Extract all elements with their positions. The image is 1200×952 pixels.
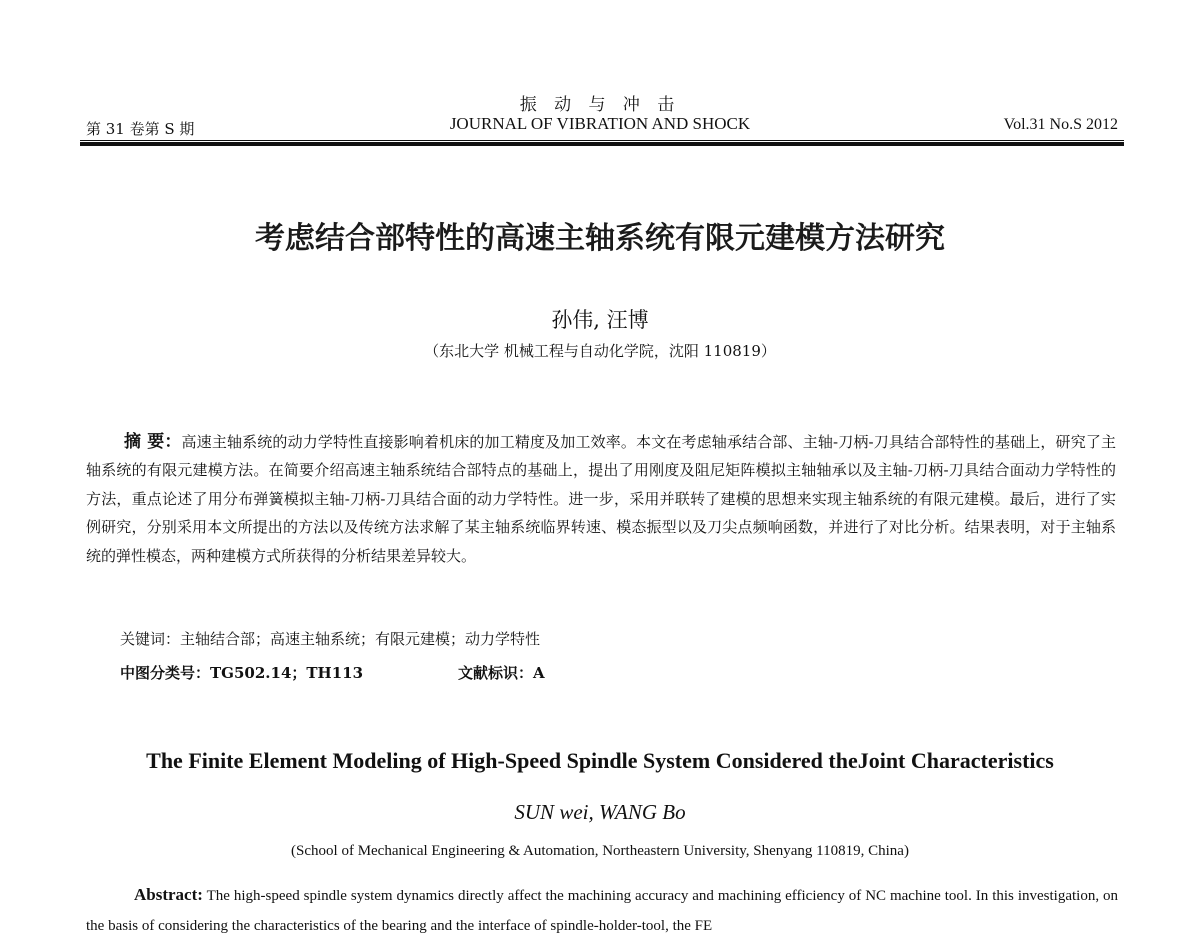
journal-name-cn: 振 动 与 冲 击: [519, 95, 681, 115]
header-rule-thick: [80, 142, 1124, 146]
header-rule-thin: [80, 140, 1124, 141]
affiliation-cn: （东北大学 机械工程与自动化学院，沈阳 110819）: [424, 342, 776, 360]
authors-en: SUN wei, WANG Bo: [514, 800, 686, 824]
keywords-cn: [120, 628, 540, 649]
keywords-label: 关键词：: [120, 630, 181, 648]
volume-issue-cn: 第 31 卷第 S 期: [86, 120, 195, 138]
document-code-value: A: [533, 664, 545, 682]
paper-title-cn: 考虑结合部特性的高速主轴系统有限元建模方法研究: [255, 221, 945, 256]
paper-title-en: The Finite Element Modeling of High-Speed Spindle System Considered theJoint Characteristics: [146, 748, 1054, 773]
keywords-text: 主轴结合部；高速主轴系统；有限元建模；动力学特性: [180, 630, 541, 648]
document-code: [458, 662, 545, 683]
classification-number: [120, 662, 363, 683]
abstract-cn: [86, 428, 1116, 570]
abstract-cn-text: 高速主轴系统的动力学特性直接影响着机床的加工精度及加工效率。本文在考虑轴承结合部、主轴-刀柄-刀具结合部特性的基础上，研究了主轴系统的有限元建模方法。在简要介绍高速主轴系统结合部特点的基础上，提出了用刚度及阻尼矩阵模拟主轴轴承以及主轴-刀柄-刀具结合面动力学特性的方法，重点论述了用分布弹簧模拟主轴-刀柄-刀具结合面的动力学特性。进一步，采用并联转了建模的思想来实现主轴系统的有限元建模。最后，进行了实例研究，分别采用本文所提出的方法以及传统方法求解了某主轴系统临界转速、模态振型以及刀尖点频响函数，并进行了对比分析。结果表明，对于主轴系统的弹性模态，两种建模方式所获得的分析结果差异较大。: [86, 433, 1116, 565]
document-code-label: 文献标识：: [458, 664, 534, 682]
volume-issue-en: Vol.31 No.S 2012: [1003, 116, 1118, 133]
classification-label: 中图分类号：: [120, 664, 211, 682]
authors-cn: 孙伟, 汪博: [551, 308, 649, 332]
abstract-en-label: Abstract:: [134, 885, 203, 904]
classification-value: TG502.14；TH113: [210, 664, 364, 682]
abstract-en-text: The high-speed spindle system dynamics directly affect the machining accuracy and machining efficiency of NC machine tool. In this investigation, on the basis of considering the characteristics of the bearing and the interface of spindle-holder-tool, the FE: [86, 888, 1119, 934]
journal-name-en: JOURNAL OF VIBRATION AND SHOCK: [449, 114, 751, 133]
affiliation-en: (School of Mechanical Engineering & Automation, Northeastern University, Shenyang 110819, China): [291, 843, 909, 859]
abstract-en: [86, 880, 1118, 941]
abstract-cn-label: 摘 要：: [124, 432, 182, 452]
